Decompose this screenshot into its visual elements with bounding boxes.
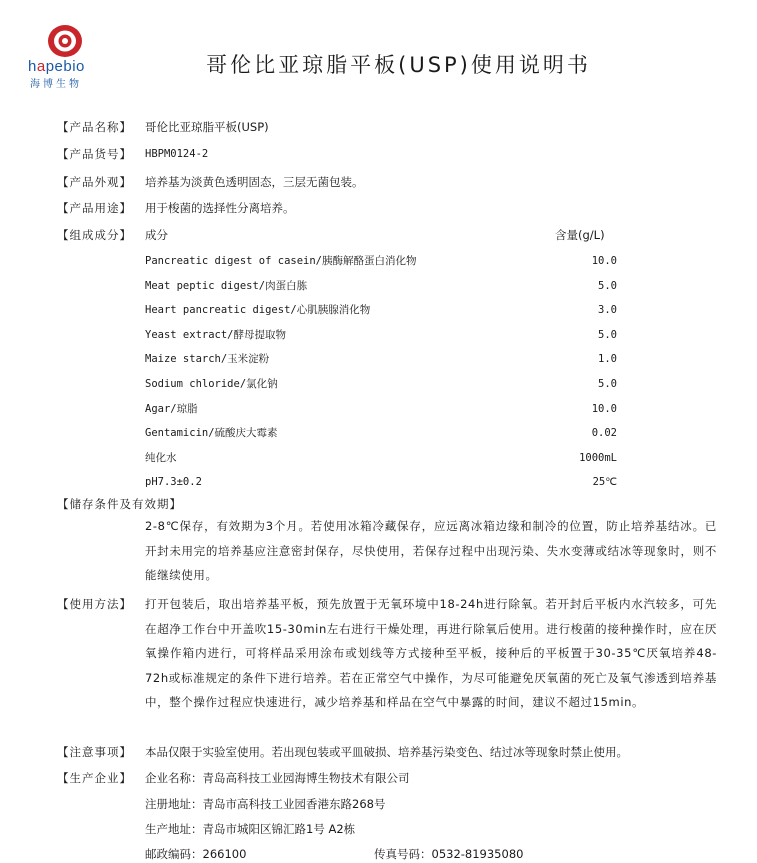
composition-item-amount: 5.0	[598, 280, 617, 292]
manufacturer-fax: 传真号码：0532-81935080	[374, 847, 524, 861]
product-code-label: 【产品货号】	[57, 147, 132, 161]
method-text: 打开包装后，取出培养基平板，预先放置于无氧环境中18-24h进行除氧。若开封后平板内水汽较多，可先在超净工作台中开盖吹15-30min左右进行干燥处理，再进行除氧后使用。进行梭菌的接种操作时，应在厌氧操作箱内进行，可将样品采用涂布或划线等方式接种至平板，接种后的平板置于30-35℃厌氧培养48-72h或标准规定的条件下进行培养。若在正常空气中操作，为尽可能避免厌氧菌的死亡及氧气渗透到培养基中，整个操作过程应快速进行，减少培养基和样品在空气中暴露的时间，建议不超过15min。	[145, 597, 717, 709]
appearance-label: 【产品外观】	[57, 175, 132, 189]
manufacturer-postcode: 邮政编码：266100	[145, 847, 247, 861]
composition-item-amount: 25℃	[592, 476, 617, 488]
storage-text: 2-8℃保存，有效期为3个月。若使用冰箱冷藏保存，应远离冰箱边缘和制冷的位置，防止培养基结冰。已开封未用完的培养基应注意密封保存，尽快使用，若保存过程中出现污染、失水变薄或结冰等现象时，则不能继续使用。	[145, 519, 717, 582]
manufacturer-prod-address: 生产地址：青岛市城阳区锦汇路1号 A2栋	[145, 822, 356, 836]
composition-item-amount: 0.02	[591, 427, 617, 439]
composition-item-name: Heart pancreatic digest/心肌胰腺消化物	[145, 304, 371, 316]
manufacturer-company: 企业名称：青岛高科技工业园海博生物技术有限公司	[145, 771, 410, 785]
logo-chinese-name: 海博生物	[30, 79, 82, 90]
manufacturer-label: 【生产企业】	[57, 771, 132, 785]
composition-item-amount: 1000mL	[579, 452, 617, 464]
method-label: 【使用方法】	[57, 597, 132, 611]
composition-item-amount: 5.0	[598, 329, 617, 341]
composition-item-name: Sodium chloride/氯化钠	[145, 378, 278, 390]
appearance-value: 培养基为淡黄色透明固态，三层无菌包装。	[145, 175, 364, 189]
composition-item-amount: 10.0	[591, 403, 617, 415]
composition-item-name: Maize starch/玉米淀粉	[145, 353, 270, 365]
composition-item-amount: 5.0	[598, 378, 617, 390]
composition-item-name: Yeast extract/酵母提取物	[145, 329, 287, 341]
composition-item-amount: 1.0	[598, 353, 617, 365]
storage-label: 【储存条件及有效期】	[57, 497, 182, 511]
composition-item-name: Meat peptic digest/肉蛋白胨	[145, 280, 308, 292]
composition-item-name: Agar/琼脂	[145, 403, 198, 415]
product-name-label: 【产品名称】	[57, 120, 132, 134]
product-name-value: 哥伦比亚琼脂平板(USP)	[145, 120, 269, 134]
composition-item-name: 纯化水	[145, 452, 177, 464]
composition-label: 【组成成分】	[57, 228, 132, 242]
notes-value: 本品仅限于实验室使用。若出现包装或平皿破损、培养基污染变色、结过冰等现象时禁止使用。	[145, 745, 628, 759]
notes-label: 【注意事项】	[57, 745, 132, 759]
composition-item-amount: 10.0	[591, 255, 617, 267]
composition-item-name: Gentamicin/硫酸庆大霉素	[145, 427, 278, 439]
composition-header-amount: 含量(g/L)	[555, 228, 605, 242]
composition-item-name: Pancreatic digest of casein/胰酶解酪蛋白消化物	[145, 255, 417, 267]
composition-item-name: pH7.3±0.2	[145, 476, 202, 488]
usage-label: 【产品用途】	[57, 201, 132, 215]
usage-value: 用于梭菌的选择性分离培养。	[145, 201, 295, 215]
composition-header-name: 成分	[145, 228, 168, 242]
logo-wordmark: hapebio	[28, 58, 85, 75]
page-title: 哥伦比亚琼脂平板(USP)使用说明书	[206, 53, 591, 77]
product-code-value: HBPM0124-2	[145, 148, 209, 160]
composition-item-amount: 3.0	[598, 304, 617, 316]
manufacturer-reg-address: 注册地址：青岛市高科技工业园香港东路268号	[145, 797, 386, 811]
